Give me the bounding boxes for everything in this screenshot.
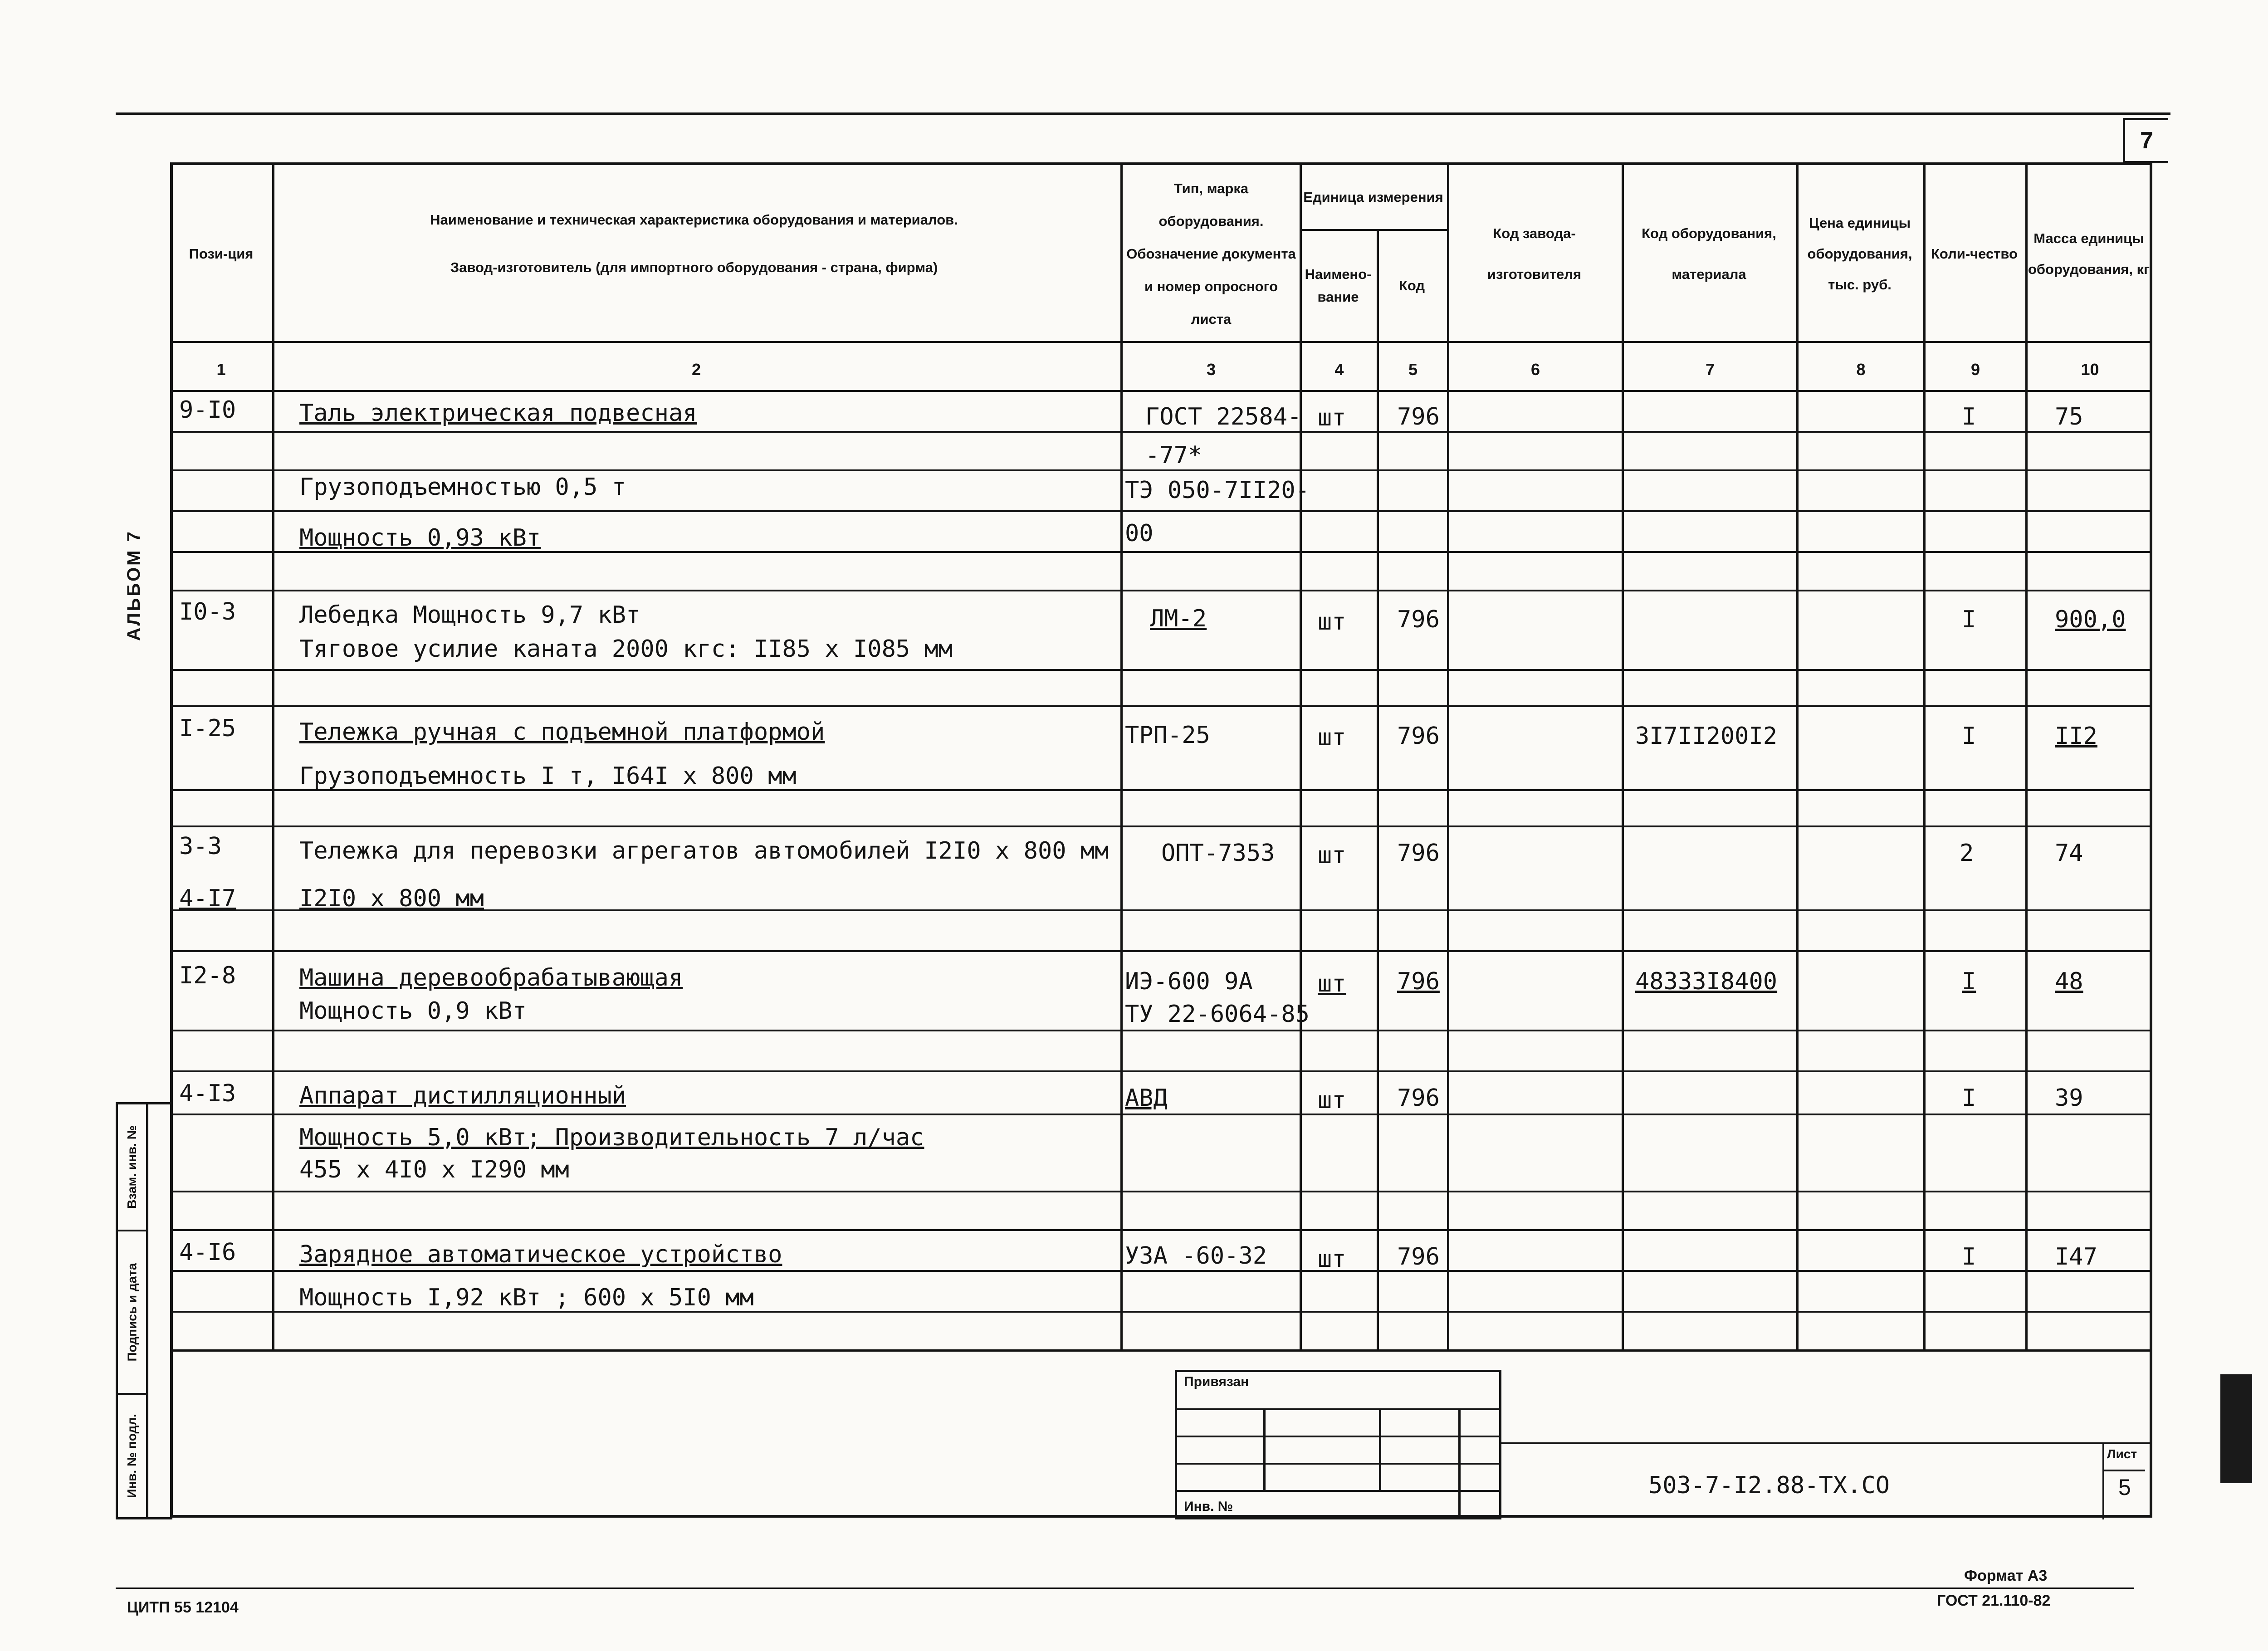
row-position: 4-I3 [179, 1080, 236, 1107]
row-unit: шт [1318, 1087, 1346, 1114]
row-type: ОПТ-7353 [1161, 840, 1275, 867]
row-position: I-25 [179, 715, 236, 742]
row-type: АВД [1125, 1084, 1168, 1112]
row-line [170, 705, 2152, 707]
row-code: 796 [1397, 1243, 1440, 1270]
header-equipment-code: Код оборудования, материала [1642, 225, 1776, 282]
row-qty: I [1962, 1243, 1976, 1270]
colnum-2: 2 [691, 360, 701, 379]
row-name: Машина деревообрабатывающая [299, 964, 683, 992]
row-line [170, 1030, 2152, 1031]
row-type: ТУ 22-6064-85 [1125, 1001, 1310, 1028]
page-number-box [2123, 118, 2168, 163]
colnum-8: 8 [1856, 360, 1866, 379]
colnum-4: 4 [1334, 360, 1344, 379]
row-equipment-code: 3I7II200I2 [1635, 723, 1778, 750]
top-border-line [116, 112, 2170, 115]
row-type: ТРП-25 [1125, 722, 1210, 749]
row-name: Аппарат дистилляционный [299, 1082, 626, 1109]
colnum-7: 7 [1705, 360, 1715, 379]
row-line [170, 1191, 2152, 1192]
header-quantity: Коли-чество [1931, 246, 2018, 262]
sheet-label: Лист [2107, 1447, 2137, 1461]
row-code: 796 [1397, 840, 1440, 867]
row-line [170, 669, 2152, 671]
row-unit: шт [1318, 608, 1346, 635]
header-type: Тип, марка оборудования. Обозначение документа и номер опросного листа [1126, 181, 1296, 327]
header-price: Цена единицы оборудования, тыс. руб. [1807, 215, 1912, 293]
row-name: 455 х 4I0 х I290 мм [299, 1156, 569, 1183]
row-qty: I [1962, 723, 1976, 750]
stamp-inv: Инв. № [1184, 1499, 1233, 1514]
row-line [170, 950, 2152, 952]
header-name-line2: Завод-изготовитель (для импортного оборудования - страна, фирма) [450, 259, 938, 275]
citp-label: ЦИТП 55 12104 [127, 1599, 239, 1616]
row-name: Лебедка Мощность 9,7 кВт [299, 601, 640, 629]
colnum-bottom-line [170, 390, 2152, 392]
row-name: I2I0 х 800 мм [299, 885, 484, 912]
row-line [170, 1114, 2152, 1115]
row-line [170, 510, 2152, 512]
row-code: 796 [1397, 606, 1440, 633]
album-label-text: АЛЬБОМ 7 [123, 529, 144, 641]
row-name: Мощность I,92 кВт ; 600 х 5I0 мм [299, 1284, 754, 1311]
row-mass: 74 [2055, 840, 2083, 867]
row-mass: 48 [2055, 968, 2083, 995]
row-name: Тележка для перевозки агрегатов автомобилей I2I0 х 800 мм [299, 837, 1109, 865]
row-unit: шт [1318, 842, 1346, 869]
side-divider [146, 1104, 148, 1517]
row-name: Мощность 0,9 кВт [299, 997, 527, 1025]
stamp-vline [1458, 1408, 1461, 1517]
colnum-10: 10 [2081, 360, 2099, 379]
side-stamp [116, 1102, 172, 1519]
side-cell-inv [118, 1395, 146, 1517]
row-type: ГОСТ 22584- [1145, 403, 1302, 430]
side-cell-sign [118, 1231, 146, 1395]
row-name: Грузоподъемность I т, I64I х 800 мм [299, 762, 797, 790]
row-unit: шт [1318, 404, 1346, 431]
row-qty: I [1962, 606, 1976, 633]
table-bottom-line [170, 1349, 2152, 1352]
stamp-vline [1379, 1408, 1381, 1490]
header-mass: Масса единицы оборудования, кг [2028, 230, 2150, 277]
side-label-sign: Подпись и дата [125, 1263, 139, 1362]
header-name-line1: Наименование и техническая характеристика оборудования и материалов. [430, 212, 958, 228]
row-type: -77* [1145, 442, 1202, 469]
row-qty: 2 [1960, 840, 1974, 867]
row-position: 3-3 [179, 833, 222, 860]
row-mass: 900,0 [2055, 606, 2126, 633]
row-position: 4-I7 [179, 885, 236, 912]
bottom-line [116, 1588, 2134, 1589]
page-number: 7 [2140, 127, 2153, 154]
header-unit-name: Наимено-вание [1305, 266, 1372, 305]
stamp-vline [1263, 1408, 1266, 1490]
row-qty: I [1962, 403, 1976, 430]
row-name: Грузоподъемностью 0,5 т [299, 474, 626, 501]
colnum-1: 1 [216, 360, 226, 379]
side-cell-vzam [118, 1104, 146, 1231]
row-position: 4-I6 [179, 1239, 236, 1266]
document-number: 503-7-I2.88-ТХ.СО [1648, 1472, 1890, 1499]
row-code: 796 [1397, 968, 1440, 995]
row-name: Зарядное автоматическое устройство [299, 1241, 782, 1268]
row-line [170, 826, 2152, 827]
stamp-line [1177, 1436, 1499, 1437]
row-qty: I [1962, 968, 1976, 995]
gost-label: ГОСТ 21.110-82 [1937, 1592, 2051, 1609]
stamp-line [1177, 1463, 1499, 1465]
stamp-line [1177, 1490, 1499, 1492]
row-code: 796 [1397, 403, 1440, 430]
row-name: Мощность 5,0 кВт; Производительность 7 л/час [299, 1124, 924, 1151]
colnum-3: 3 [1206, 360, 1216, 379]
row-line [170, 1229, 2152, 1231]
sheet-number: 5 [2118, 1475, 2131, 1500]
row-type: 00 [1125, 520, 1154, 547]
stamp-line [1177, 1408, 1499, 1410]
row-unit: шт [1318, 724, 1346, 751]
row-name: Мощность 0,93 кВт [299, 524, 541, 552]
stamp-title: Привязан [1184, 1374, 1249, 1389]
row-name: Тяговое усилие каната 2000 кгс: II85 х I085 мм [299, 635, 953, 663]
row-code: 796 [1397, 723, 1440, 750]
row-position: I2-8 [179, 962, 236, 989]
row-code: 796 [1397, 1084, 1440, 1112]
row-qty: I [1962, 1084, 1976, 1112]
row-mass: I47 [2055, 1243, 2097, 1270]
unit-header-divider [1300, 229, 1447, 231]
row-unit: шт [1318, 1246, 1346, 1273]
row-line [170, 1270, 2152, 1272]
side-label-inv: Инв. № подл. [125, 1414, 139, 1498]
row-position: 9-I0 [179, 396, 236, 424]
row-type: ЛМ-2 [1150, 605, 1207, 632]
row-line [170, 469, 2152, 471]
header-factory-code: Код завода-изготовителя [1487, 225, 1582, 282]
row-mass: 39 [2055, 1084, 2083, 1112]
row-equipment-code: 48333I8400 [1635, 968, 1778, 995]
row-unit: шт [1318, 970, 1346, 997]
header-position: Пози-ция [189, 246, 254, 262]
colnum-9: 9 [1970, 360, 1980, 379]
stamp-block [1175, 1370, 1501, 1519]
colnum-6: 6 [1530, 360, 1540, 379]
row-mass: II2 [2055, 723, 2097, 750]
colnum-5: 5 [1408, 360, 1418, 379]
format-label: Формат А3 [1964, 1567, 2048, 1584]
row-position: I0-3 [179, 598, 236, 625]
row-name: Тележка ручная с подъемной платформой [299, 718, 825, 746]
header-unit: Единица измерения [1303, 189, 1443, 205]
album-label [116, 522, 152, 649]
scan-mark [2220, 1374, 2252, 1483]
row-name: Таль электрическая подвесная [299, 400, 697, 427]
header-unit-code: Код [1398, 278, 1425, 293]
sheet-line [2104, 1470, 2145, 1471]
row-type: ИЭ-600 9А [1125, 968, 1253, 995]
row-line [170, 590, 2152, 591]
row-mass: 75 [2055, 403, 2083, 430]
row-type: УЗА -60-32 [1125, 1242, 1267, 1270]
titleblock-line [1501, 1442, 2152, 1444]
row-line [170, 1070, 2152, 1072]
side-label-vzam: Взам. инв. № [125, 1125, 139, 1209]
row-line [170, 431, 2152, 433]
row-type: ТЭ 050-7II20- [1125, 477, 1310, 504]
header-bottom-line [170, 341, 2152, 343]
